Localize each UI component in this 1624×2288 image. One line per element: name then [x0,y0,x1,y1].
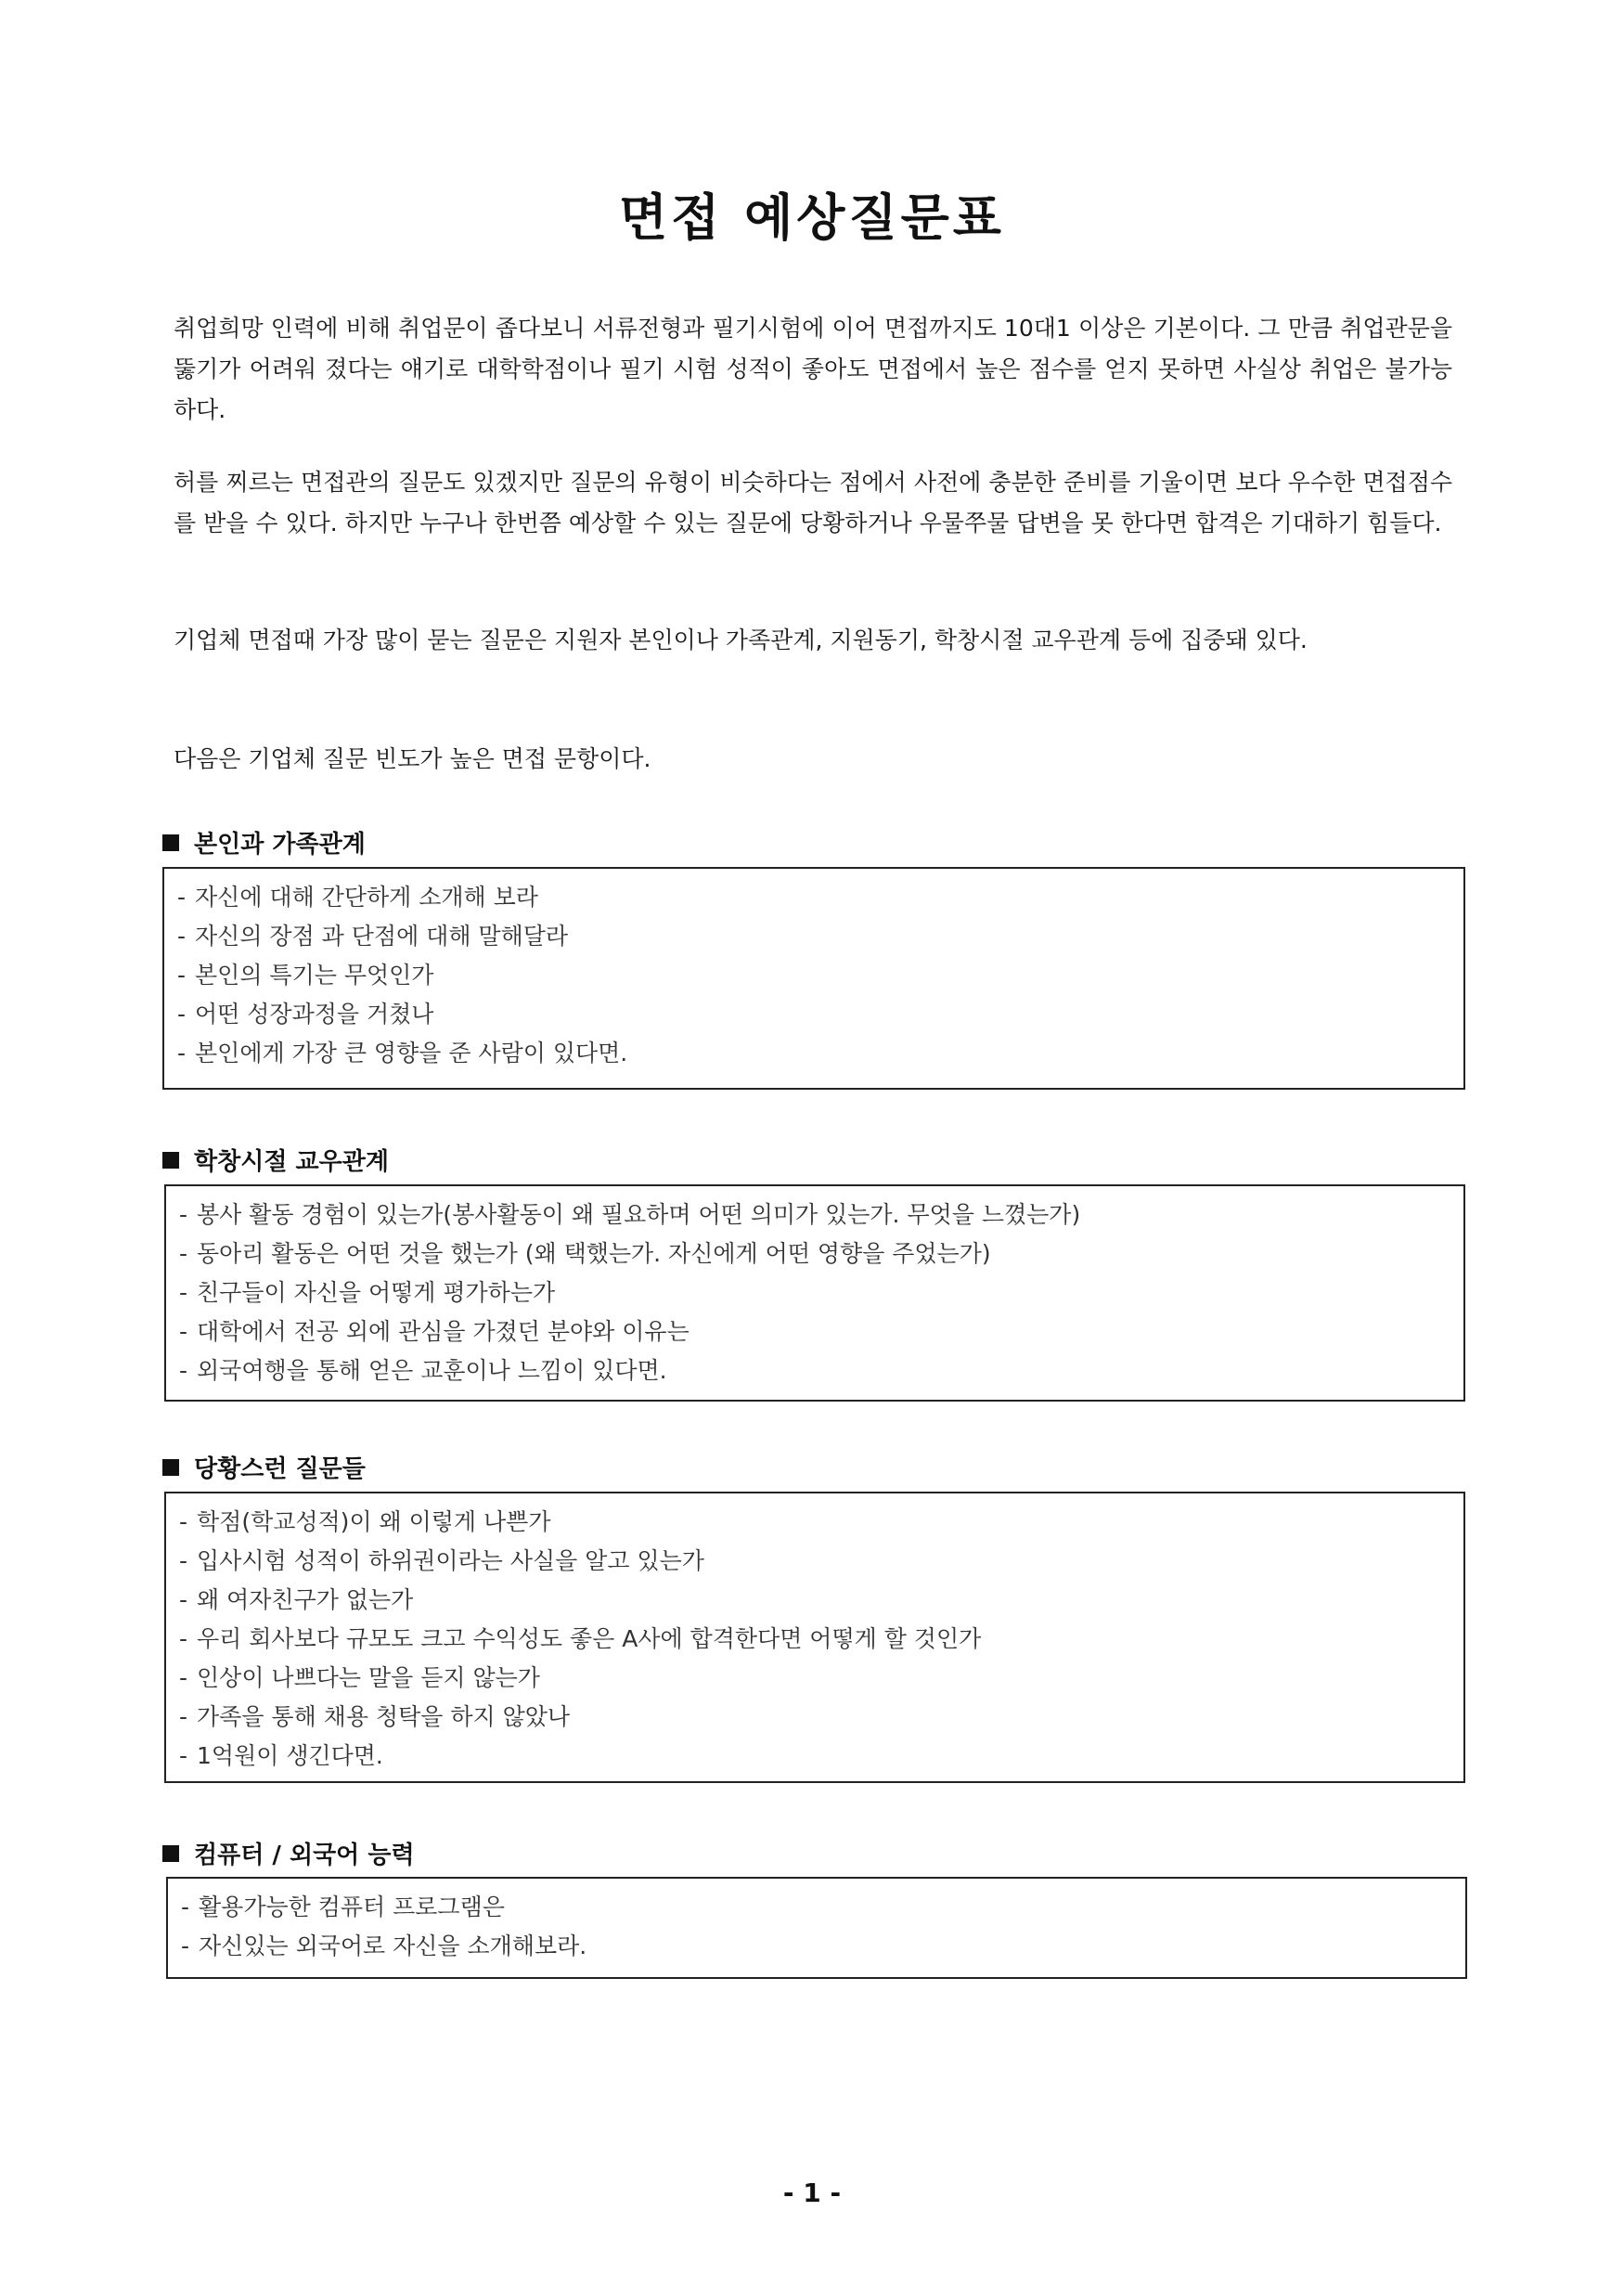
question-text: 대학에서 전공 외에 관심을 가졌던 분야와 이유는 [197,1318,690,1345]
dash-icon: - [179,1357,188,1384]
question-item [177,917,1450,956]
question-text: 동아리 활동은 어떤 것을 했는가 (왜 택했는가. 자신에게 어떤 영향을 주었는가) [197,1240,991,1267]
question-item [179,1273,1450,1312]
section-heading [162,1450,366,1484]
question-box [162,867,1465,1090]
question-item [177,956,1450,995]
dash-icon: - [179,1547,188,1574]
question-item [179,1737,1450,1776]
question-text: 왜 여자친구가 없는가 [197,1586,414,1613]
square-bullet-icon [162,1152,179,1169]
page-title: 면접 예상질문표 [619,188,1005,247]
question-item [179,1503,1450,1542]
dash-icon: - [179,1508,188,1535]
section-heading-text: 당황스런 질문들 [194,1455,366,1483]
section-heading-text: 본인과 가족관계 [194,831,366,859]
section-heading [162,1143,389,1177]
question-item [177,995,1450,1034]
section-heading-text: 학창시절 교우관계 [194,1148,389,1176]
question-text: 봉사 활동 경험이 있는가(봉사활동이 왜 필요하며 어떤 의미가 있는가. 무엇을 느꼈는가) [197,1201,1081,1228]
question-text: 가족을 통해 채용 청탁을 하지 않았나 [197,1703,571,1730]
dash-icon: - [177,923,187,950]
square-bullet-icon [162,1845,179,1862]
intro-paragraph: 다음은 기업체 질문 빈도가 높은 면접 문항이다. [174,745,651,772]
dash-icon: - [181,1933,190,1959]
dash-icon: - [177,962,187,989]
dash-icon: - [179,1703,188,1730]
question-item [179,1351,1450,1390]
question-item [179,1312,1450,1351]
dash-icon: - [179,1279,188,1306]
question-item [179,1234,1450,1273]
question-item [181,1927,1452,1966]
dash-icon: - [179,1664,188,1691]
question-box [166,1877,1467,1979]
question-text: 어떤 성장과정을 거쳤나 [195,1001,434,1028]
question-text: 활용가능한 컴퓨터 프로그램은 [199,1894,505,1920]
question-item [179,1620,1450,1659]
dash-icon: - [179,1240,188,1267]
dash-icon: - [177,884,187,911]
question-box [164,1184,1465,1402]
dash-icon: - [179,1625,188,1652]
question-item [177,878,1450,917]
question-item [179,1659,1450,1698]
square-bullet-icon [162,1459,179,1476]
question-text: 본인에게 가장 큰 영향을 준 사람이 있다면. [195,1040,628,1066]
section-heading [162,1836,415,1870]
question-box [164,1492,1465,1783]
page-number: - 1 - [782,2178,842,2208]
dash-icon: - [179,1586,188,1613]
section-heading-text: 컴퓨터 / 외국어 능력 [194,1842,415,1869]
question-item [179,1581,1450,1620]
dash-icon: - [179,1318,188,1345]
question-item [179,1542,1450,1581]
intro-paragraph: 허를 찌르는 면접관의 질문도 있겠지만 질문의 유형이 비슷하다는 점에서 사전에 충분한 준비를 기울이면 보다 우수한 면접점수를 받을 수 있다. 하지만 누구나 한번쯤 예상할 수 있는 질문에 당황하거나 우물쭈물 답변을 못 한다면 합격은 기대하기 힘들다. [174,469,1452,536]
dash-icon: - [177,1001,187,1028]
dash-icon: - [181,1894,190,1920]
square-bullet-icon [162,834,179,851]
question-text: 자신있는 외국어로 자신을 소개해보라. [199,1933,587,1959]
question-text: 외국여행을 통해 얻은 교훈이나 느낌이 있다면. [197,1357,667,1384]
question-text: 학점(학교성적)이 왜 이렇게 나쁜가 [197,1508,551,1535]
question-text: 입사시험 성적이 하위권이라는 사실을 알고 있는가 [197,1547,704,1574]
dash-icon: - [177,1040,187,1066]
question-text: 친구들이 자신을 어떻게 평가하는가 [197,1279,556,1306]
question-text: 인상이 나쁘다는 말을 듣지 않는가 [197,1664,540,1691]
question-text: 자신의 장점 과 단점에 대해 말해달라 [195,923,569,950]
question-item [177,1034,1450,1073]
dash-icon: - [179,1742,188,1769]
question-item [179,1698,1450,1737]
question-text: 1억원이 생긴다면. [197,1742,383,1769]
intro-paragraph: 기업체 면접때 가장 많이 묻는 질문은 지원자 본인이나 가족관계, 지원동기, 학창시절 교우관계 등에 집중돼 있다. [174,627,1308,653]
section-heading [162,825,366,860]
question-item [179,1196,1450,1234]
question-text: 본인의 특기는 무엇인가 [195,962,434,989]
question-item [181,1888,1452,1927]
question-text: 우리 회사보다 규모도 크고 수익성도 좋은 A사에 합격한다면 어떻게 할 것인가 [197,1625,982,1652]
intro-paragraph: 취업희망 인력에 비해 취업문이 좁다보니 서류전형과 필기시험에 이어 면접까지도 10대1 이상은 기본이다. 그 만큼 취업관문을 뚫기가 어려워 졌다는 얘기로 대학학점이나 필기 시험 성적이 좋아도 면접에서 높은 점수를 얻지 못하면 사실상 취업은 불가능하다. [174,315,1452,423]
dash-icon: - [179,1201,188,1228]
question-text: 자신에 대해 간단하게 소개해 보라 [195,884,538,911]
